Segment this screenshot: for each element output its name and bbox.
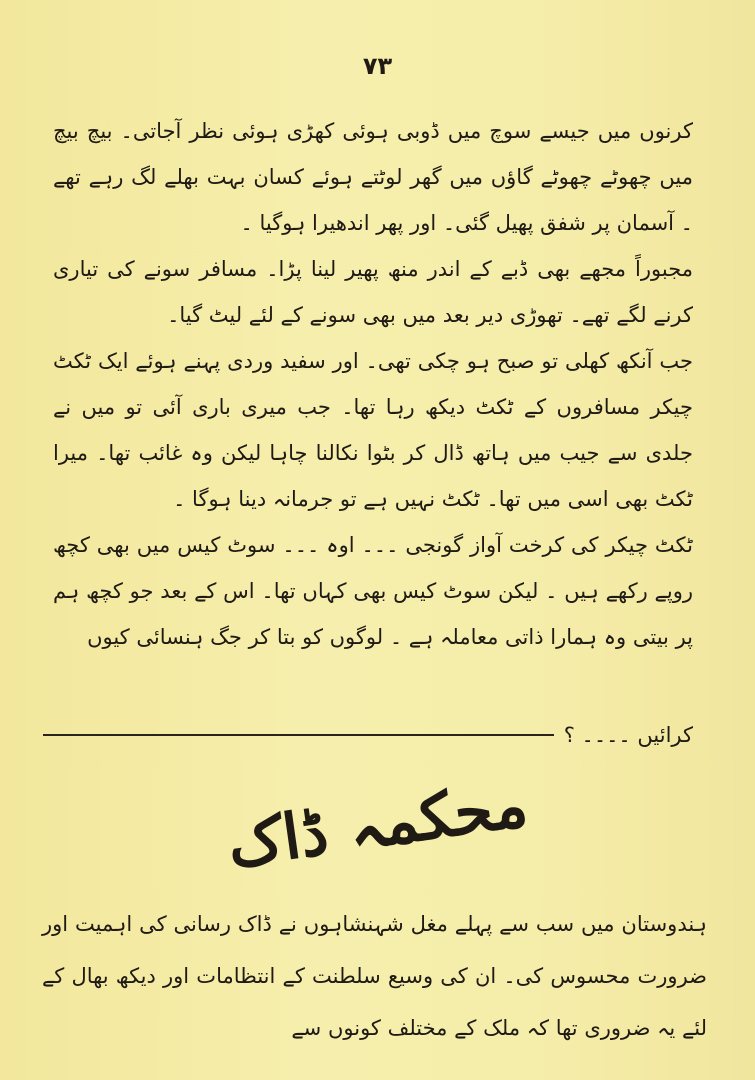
paragraph: کرنوں میں جیسے سوچ میں ڈوبی ہوئی کھڑی ہوئی نظر آجاتی۔ بیچ بیچ میں چھوٹے چھوٹے گاؤں میں گھر لوٹتے ہوئے کسان بہت بھلے لگ رہے تھے ۔ آسمان پر شفق پھیل گئی۔ اور پھر اندھیرا ہوگیا ۔ xyxy=(53,119,693,235)
closing-text: کرائیں ۔۔۔۔ ؟ xyxy=(563,723,693,747)
horizontal-rule xyxy=(43,734,554,736)
paragraph: ٹکٹ چیکر کی کرخت آواز گونجی ۔۔۔ اوہ ۔۔۔ سوٹ کیس میں بھی کچھ روپے رکھے ہیں ۔ لیکن سوٹ کیس بھی کہاں تھا۔ اس کے بعد جو کچھ ہم پر بیتی وہ ہمارا ذاتی معاملہ ہے ۔ لوگوں کو بتا کر جگ ہنسائی کیوں xyxy=(53,533,693,649)
paragraph: جب آنکھ کھلی تو صبح ہو چکی تھی۔ اور سفید وردی پہنے ہوئے ایک ٹکٹ چیکر مسافروں کے ٹکٹ دیکھ رہا تھا۔ جب میری باری آئی تو میں نے جلدی سے جیب میں ہاتھ ڈال کر بٹوا نکالنا چاہا لیکن وہ غائب تھا۔ میرا ٹکٹ بھی اسی میں تھا۔ ٹکٹ نہیں ہے تو جرمانہ دینا ہوگا ۔ xyxy=(53,349,693,511)
section-heading: محکمہ ڈاک xyxy=(223,767,532,882)
page-number: ۷۳ xyxy=(362,52,393,80)
body-text xyxy=(53,108,693,660)
section-body xyxy=(42,898,707,1054)
paragraph: ہندوستان میں سب سے پہلے مغل شہنشاہوں نے ڈاک رسانی کی اہمیت اور ضرورت محسوس کی۔ ان کی وسیع سلطنت کے انتظامات اور دیکھ بھال کے لئے یہ ضروری تھا کہ ملک کے مختلف کونوں سے xyxy=(42,912,707,1040)
paragraph: مجبوراً مجھے بھی ڈبے کے اندر منھ پھیر لینا پڑا۔ مسافر سونے کی تیاری کرنے لگے تھے۔ تھوڑی دیر بعد میں بھی سونے کے لئے لیٹ گیا۔ xyxy=(53,257,693,327)
